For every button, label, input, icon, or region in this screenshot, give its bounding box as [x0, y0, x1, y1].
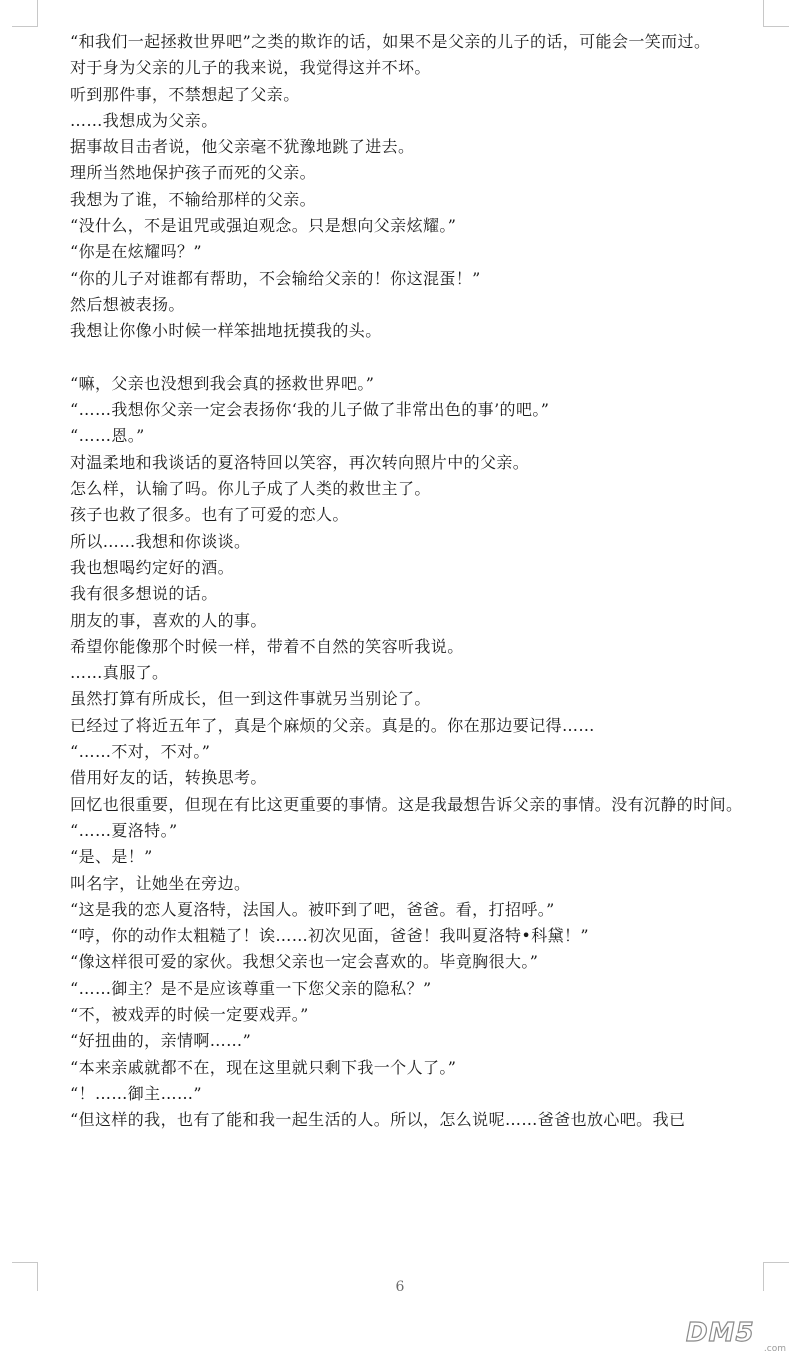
paragraph: “……不对，不对。” — [70, 742, 211, 762]
paragraph: “好扭曲的，亲情啊……” — [70, 1031, 252, 1051]
paragraph: ……真服了。 — [70, 663, 169, 683]
crop-mark-top-right — [763, 0, 789, 27]
paragraph: 已经过了将近五年了，真是个麻烦的父亲。真是的。你在那边要记得…… — [70, 715, 595, 735]
paragraph: 孩子也救了很多。也有了可爱的恋人。 — [70, 505, 349, 525]
paragraph: “本来亲戚就都不在，现在这里就只剩下我一个人了。” — [70, 1057, 457, 1077]
paragraph: “哼，你的动作太粗糙了！诶……初次见面，爸爸！我叫夏洛特•科黛！” — [70, 926, 589, 946]
paragraph: “是、是！” — [70, 847, 153, 867]
paragraph: “不，被戏弄的时候一定要戏弄。” — [70, 1004, 309, 1024]
paragraph: “像这样很可爱的家伙。我想父亲也一定会喜欢的。毕竟胸很大。” — [70, 952, 539, 972]
watermark-logo: DM5 — [686, 1318, 755, 1348]
paragraph: 我想让你像小时候一样笨拙地抚摸我的头。 — [70, 321, 382, 341]
paragraph: 虽然打算有所成长，但一到这件事就另当别论了。 — [70, 689, 431, 709]
paragraph: “嘛，父亲也没想到我会真的拯救世界吧。” — [70, 373, 375, 393]
paragraph: “但这样的我，也有了能和我一起生活的人。所以，怎么说呢……爸爸也放心吧。我已 — [70, 1110, 686, 1130]
blank-line — [38, 345, 764, 371]
paragraph: 叫名字，让她坐在旁边。 — [70, 873, 251, 893]
paragraph: 然后想被表扬。 — [70, 294, 185, 314]
paragraph: “和我们一起拯救世界吧”之类的欺诈的话，如果不是父亲的儿子的话，可能会一笑而过。 — [70, 32, 711, 51]
paragraph: 希望你能像那个时候一样，带着不自然的笑容听我说。 — [70, 636, 464, 656]
paragraph: “这是我的恋人夏洛特，法国人。被吓到了吧，爸爸。看，打招呼。” — [70, 899, 555, 919]
site-watermark — [686, 1318, 790, 1354]
paragraph: ……我想成为父亲。 — [70, 110, 218, 130]
paragraph: 朋友的事，喜欢的人的事。 — [70, 610, 267, 630]
paragraph: 据事故目击者说，他父亲毫不犹豫地跳了进去。 — [70, 137, 415, 157]
paragraph: 对温柔地和我谈话的夏洛特回以笑容，再次转向照片中的父亲。 — [70, 452, 530, 472]
paragraph: “！……御主……” — [70, 1083, 202, 1103]
paragraph: 借用好友的话，转换思考。 — [70, 768, 267, 788]
paragraph: 所以……我想和你谈谈。 — [70, 531, 251, 551]
paragraph: 听到那件事，不禁想起了父亲。 — [70, 84, 300, 104]
paragraph: 我有很多想说的话。 — [70, 584, 218, 604]
paragraph: “……夏洛特。” — [70, 820, 178, 840]
paragraph: “……御主？是不是应该尊重一下您父亲的隐私？” — [70, 978, 432, 998]
paragraph: 怎么样，认输了吗。你儿子成了人类的救世主了。 — [70, 479, 431, 499]
paragraph: 回忆也很重要，但现在有比这更重要的事情。这是我最想告诉父亲的事情。没有沉静的时间。 — [70, 794, 743, 814]
body-text — [38, 29, 764, 1133]
paragraph: “你的儿子对谁都有帮助，不会输给父亲的！你这混蛋！” — [70, 268, 481, 288]
paragraph: “没什么，不是诅咒或强迫观念。只是想向父亲炫耀。” — [70, 216, 457, 236]
watermark-tag: .com — [763, 1344, 786, 1354]
crop-mark-top-left — [12, 0, 38, 27]
paragraph: “你是在炫耀吗？” — [70, 242, 202, 262]
paragraph: “……我想你父亲一定会表扬你‘我的儿子做了非常出色的事’的吧。” — [70, 400, 550, 420]
paragraph: 我也想喝约定好的酒。 — [70, 557, 235, 577]
page-number: 6 — [395, 1279, 405, 1295]
paragraph: “……恩。” — [70, 426, 145, 446]
paragraph: 理所当然地保护孩子而死的父亲。 — [70, 163, 317, 183]
paragraph: 对于身为父亲的儿子的我来说，我觉得这并不坏。 — [70, 58, 431, 78]
paragraph: 我想为了谁，不输给那样的父亲。 — [70, 189, 317, 209]
